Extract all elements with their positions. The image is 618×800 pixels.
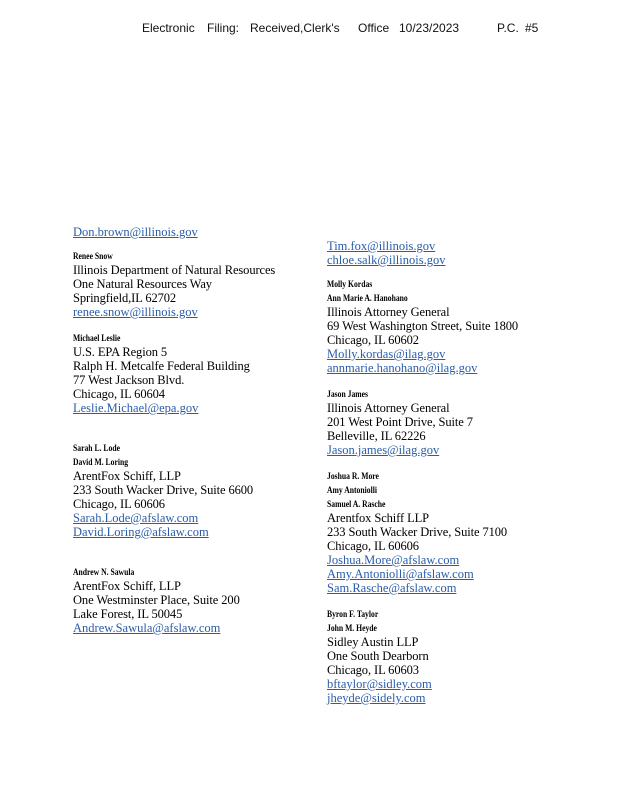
email-link[interactable]: bftaylor@sidley.com xyxy=(327,677,432,691)
contact-name: David M. Loring xyxy=(73,457,129,467)
contact-name: Jason James xyxy=(327,389,369,399)
address-line: ArentFox Schiff, LLP xyxy=(73,579,181,593)
address-line: Belleville, IL 62226 xyxy=(327,429,426,443)
right-column xyxy=(327,239,577,705)
address-line: Chicago, IL 60604 xyxy=(73,387,165,401)
email-link[interactable]: renee.snow@illinois.gov xyxy=(73,305,198,319)
email-link[interactable]: Amy.Antoniolli@afslaw.com xyxy=(327,567,474,581)
email-link[interactable]: Jason.james@ilag.gov xyxy=(327,443,440,457)
address-line: Springfield,IL 62702 xyxy=(73,291,177,305)
email-link[interactable]: David.Loring@afslaw.com xyxy=(73,525,209,539)
contact-block xyxy=(327,277,577,375)
address-line: One South Dearborn xyxy=(327,649,429,663)
email-link[interactable]: chloe.salk@illinois.gov xyxy=(327,253,446,267)
email-link[interactable]: jheyde@sidely.com xyxy=(327,691,426,705)
header-number: #5 xyxy=(525,21,539,35)
contact-name: Amy Antoniolli xyxy=(327,485,377,495)
contact-block xyxy=(73,249,313,319)
header-electronic: Electronic xyxy=(142,21,195,35)
email-link[interactable]: Tim.fox@illinois.gov xyxy=(327,239,436,253)
address-line: Illinois Attorney General xyxy=(327,305,450,319)
header-pc: P.C. xyxy=(497,21,519,35)
address-line: ArentFox Schiff, LLP xyxy=(73,469,181,483)
contact-block xyxy=(73,565,313,635)
contact-name: Molly Kordas xyxy=(327,279,373,289)
address-line: Arentfox Schiff LLP xyxy=(327,511,430,525)
contact-block xyxy=(327,239,577,267)
address-line: Lake Forest, IL 50045 xyxy=(73,607,183,621)
address-line: 201 West Point Drive, Suite 7 xyxy=(327,415,473,429)
address-line: 77 West Jackson Blvd. xyxy=(73,373,185,387)
contact-name: Sarah L. Lode xyxy=(73,443,120,453)
address-line: Chicago, IL 60606 xyxy=(327,539,419,553)
address-line: Chicago, IL 60603 xyxy=(327,663,419,677)
email-link[interactable]: Leslie.Michael@epa.gov xyxy=(73,401,199,415)
address-line: Chicago, IL 60606 xyxy=(73,497,165,511)
contact-block xyxy=(73,331,313,415)
address-line: 233 South Wacker Drive, Suite 7100 xyxy=(327,525,508,539)
email-link[interactable]: Molly.kordas@ilag.gov xyxy=(327,347,446,361)
contact-block xyxy=(73,225,313,239)
contact-name: John M. Heyde xyxy=(327,623,377,633)
left-column xyxy=(73,225,313,635)
contact-name: Michael Leslie xyxy=(73,333,121,343)
header-date: 10/23/2023 xyxy=(399,21,460,35)
contact-name: Renee Snow xyxy=(73,251,113,261)
contact-block xyxy=(73,441,313,539)
address-line: U.S. EPA Region 5 xyxy=(73,345,168,359)
email-link[interactable]: Sam.Rasche@afslaw.com xyxy=(327,581,457,595)
email-link[interactable]: annmarie.hanohano@ilag.gov xyxy=(327,361,478,375)
address-line: 233 South Wacker Drive, Suite 6600 xyxy=(73,483,254,497)
contact-block xyxy=(327,607,577,705)
contact-name: Joshua R. More xyxy=(327,471,379,481)
address-line: Illinois Department of Natural Resources xyxy=(73,263,276,277)
email-link[interactable]: Sarah.Lode@afslaw.com xyxy=(73,511,199,525)
contact-block xyxy=(327,469,577,595)
contact-name: Byron F. Taylor xyxy=(327,609,379,619)
contact-name: Ann Marie A. Hanohano xyxy=(327,293,408,303)
contact-name: Samuel A. Rasche xyxy=(327,499,386,509)
email-link[interactable]: Don.brown@illinois.gov xyxy=(73,225,198,239)
address-line: Ralph H. Metcalfe Federal Building xyxy=(73,359,250,373)
header-office: Office xyxy=(358,21,390,35)
header-filing: Filing: xyxy=(207,21,240,35)
email-link[interactable]: Andrew.Sawula@afslaw.com xyxy=(73,621,221,635)
contact-block xyxy=(327,387,577,457)
address-line: One Natural Resources Way xyxy=(73,277,212,291)
email-link[interactable]: Joshua.More@afslaw.com xyxy=(327,553,460,567)
address-line: One Westminster Place, Suite 200 xyxy=(73,593,240,607)
address-line: Chicago, IL 60602 xyxy=(327,333,419,347)
address-line: 69 West Washington Street, Suite 1800 xyxy=(327,319,519,333)
address-line: Illinois Attorney General xyxy=(327,401,450,415)
address-line: Sidley Austin LLP xyxy=(327,635,419,649)
header-received: Received,Clerk's xyxy=(250,21,340,35)
contact-name: Andrew N. Sawula xyxy=(73,567,135,577)
